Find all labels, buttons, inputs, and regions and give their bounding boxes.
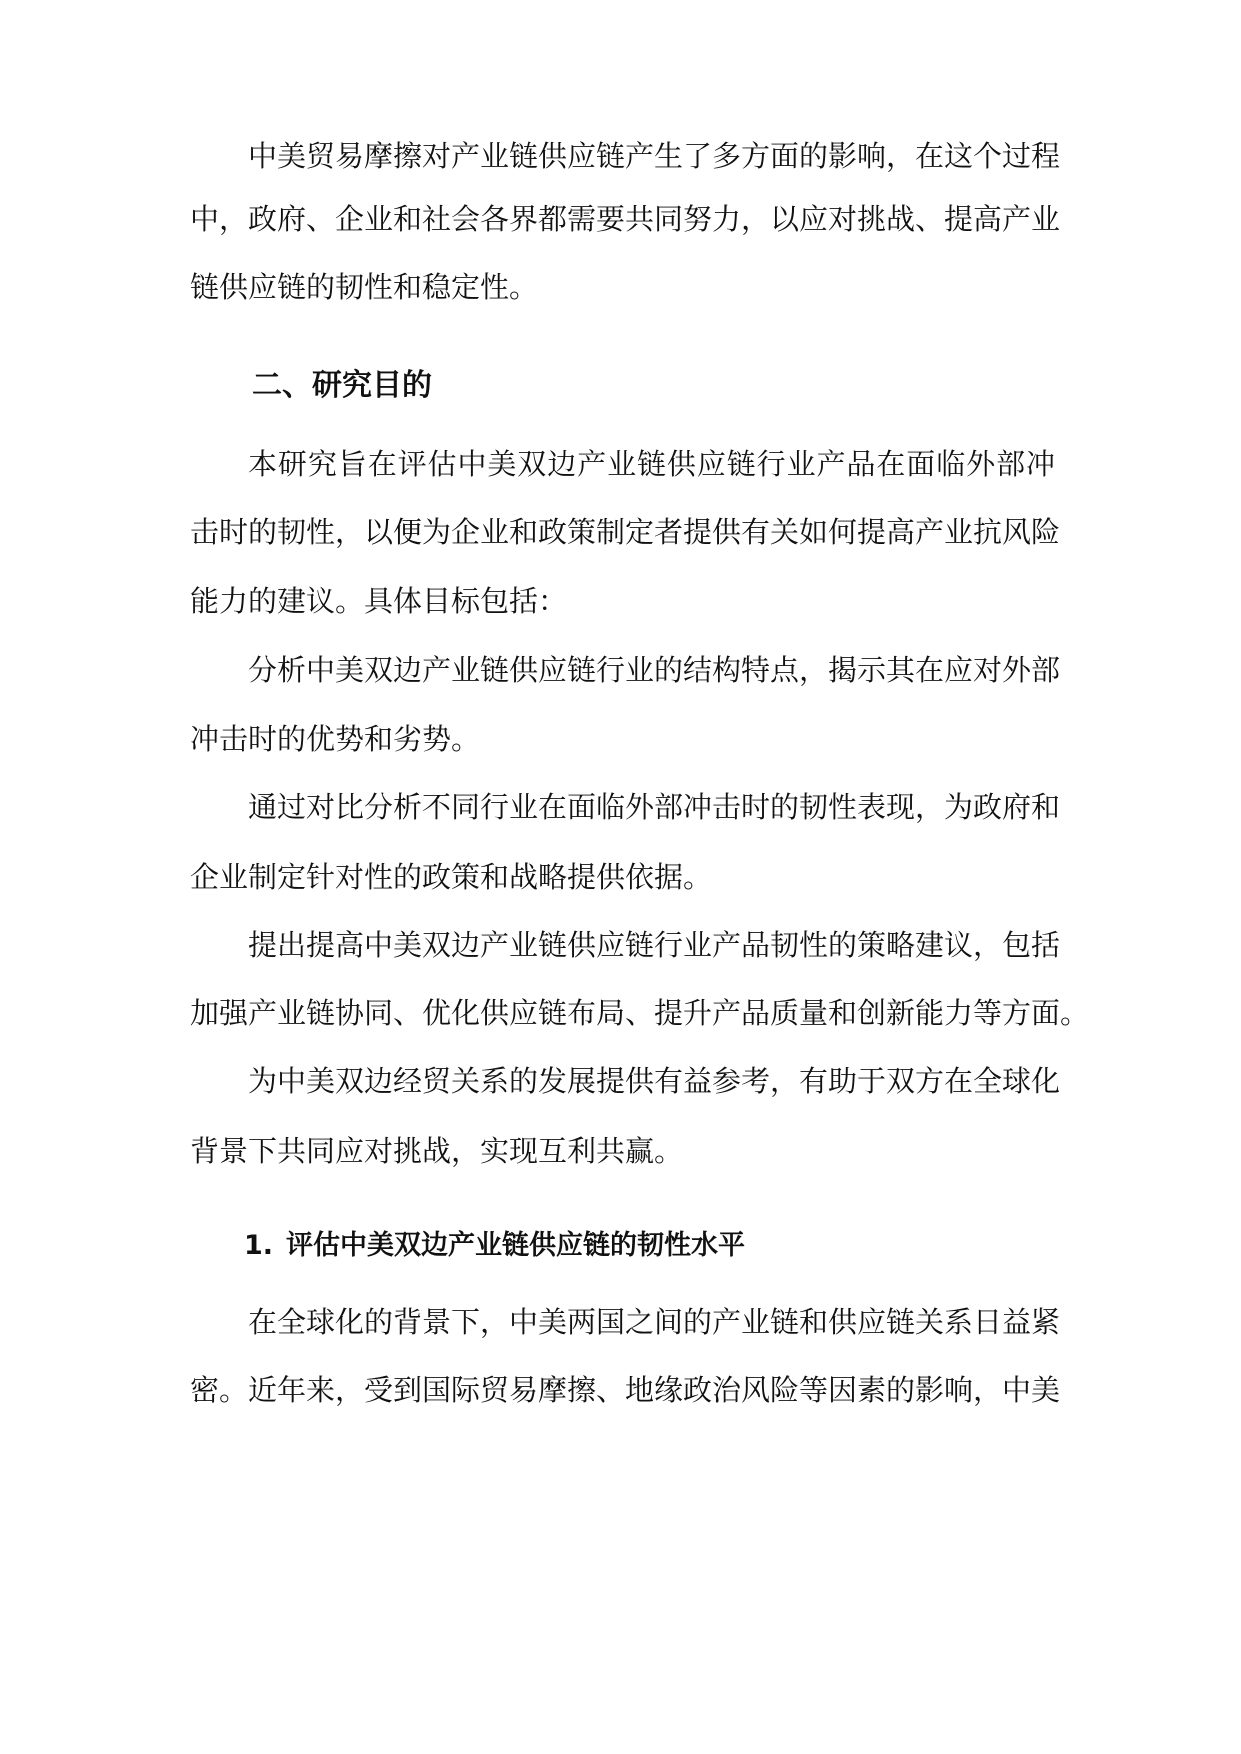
paragraph-line: 提出提高中美双边产业链供应链行业产品韧性的策略建议，包括 (248, 928, 1061, 962)
paragraph-line: 能力的建议。具体目标包括： (190, 584, 568, 618)
paragraph-line: 背景下共同应对挑战，实现互利共赢。 (190, 1134, 684, 1168)
paragraph-line: 在全球化的背景下，中美两国之间的产业链和供应链关系日益紧 (248, 1305, 1061, 1339)
subsection-title: 评估中美双边产业链供应链的韧性水平 (286, 1230, 745, 1261)
subsection-number: 1. (244, 1230, 274, 1261)
paragraph-line: 链供应链的韧性和稳定性。 (190, 270, 539, 304)
paragraph-line: 中美贸易摩擦对产业链供应链产生了多方面的影响，在这个过程 (248, 139, 1061, 173)
paragraph-line: 击时的韧性，以便为企业和政策制定者提供有关如何提高产业抗风险 (190, 515, 1061, 549)
paragraph-line: 中，政府、企业和社会各界都需要共同努力，以应对挑战、提高产业 (190, 202, 1061, 236)
paragraph-line: 本研究旨在评估中美双边产业链供应链行业产品在面临外部冲 (248, 447, 1055, 481)
subsection-heading (244, 1226, 745, 1266)
paragraph-line: 为中美双边经贸关系的发展提供有益参考，有助于双方在全球化 (248, 1064, 1061, 1098)
paragraph-line: 分析中美双边产业链供应链行业的结构特点，揭示其在应对外部 (248, 653, 1061, 687)
paragraph-line: 企业制定针对性的政策和战略提供依据。 (190, 860, 713, 894)
section-heading: 二、研究目的 (252, 368, 432, 403)
paragraph-line: 加强产业链协同、优化供应链布局、提升产品质量和创新能力等方面。 (190, 996, 1090, 1030)
paragraph-line: 冲击时的优势和劣势。 (190, 722, 481, 756)
paragraph-line: 密。近年来，受到国际贸易摩擦、地缘政治风险等因素的影响，中美 (190, 1373, 1061, 1407)
paragraph-line: 通过对比分析不同行业在面临外部冲击时的韧性表现，为政府和 (248, 790, 1061, 824)
